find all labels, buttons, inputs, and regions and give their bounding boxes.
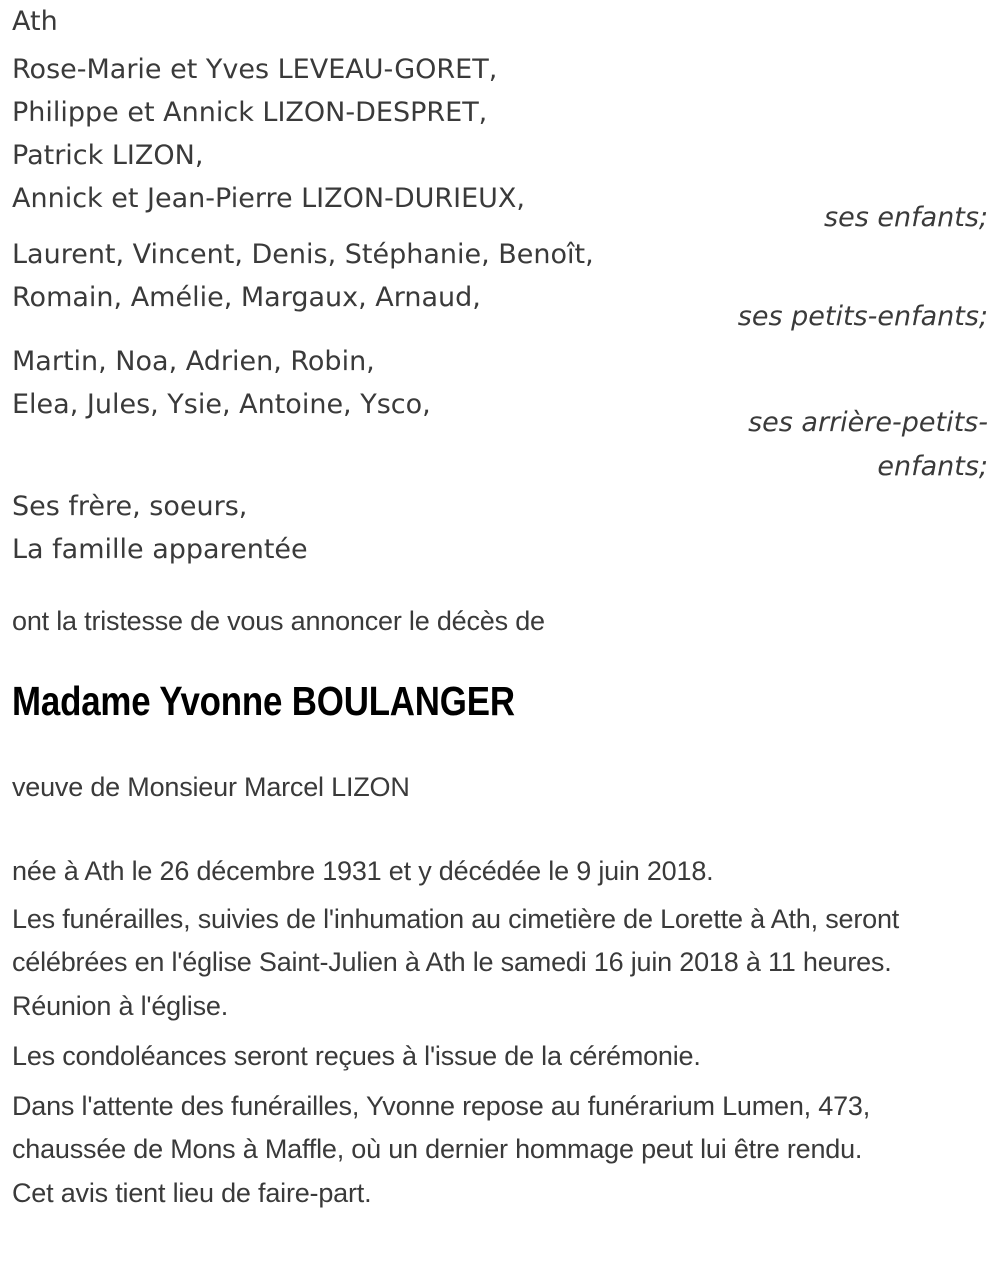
family-member-line: Ses frère, soeurs, bbox=[12, 491, 248, 522]
role-label-children: ses enfants; bbox=[824, 202, 988, 233]
funeral-ceremony-paragraph: Les funérailles, suivies de l'inhumation au cimetière de Lorette à Ath, seront célébrées en l'église Saint-Julien à Ath le samedi 16 juin 2018 à 11 heures. bbox=[12, 904, 900, 977]
city: Ath bbox=[12, 6, 58, 37]
faire-part-line: Cet avis tient lieu de faire-part. bbox=[12, 1178, 372, 1208]
funerarium-paragraph: Dans l'attente des funérailles, Yvonne repose au funérarium Lumen, 473, chaussée de Mons à Maffle, où un dernier hommage peut lui être rendu. bbox=[12, 1091, 871, 1164]
church-meeting-line: Réunion à l'église. bbox=[12, 991, 228, 1021]
family-group-other bbox=[12, 485, 988, 571]
announcement-body-section bbox=[12, 600, 988, 1215]
family-member-line: La famille apparentée bbox=[12, 534, 308, 565]
family-member-line: Annick et Jean-Pierre LIZON-DURIEUX, bbox=[12, 183, 526, 214]
family-member-line: Philippe et Annick LIZON-DESPRET, bbox=[12, 97, 488, 128]
relation-line: veuve de Monsieur Marcel LIZON bbox=[12, 772, 410, 802]
family-member-line: Romain, Amélie, Margaux, Arnaud, bbox=[12, 282, 481, 313]
family-member-line: Patrick LIZON, bbox=[12, 140, 204, 171]
family-names-section bbox=[12, 0, 988, 571]
family-member-line: Rose-Marie et Yves LEVEAU-GORET, bbox=[12, 54, 498, 85]
family-group-grandchildren bbox=[12, 233, 988, 332]
family-group-children bbox=[12, 48, 988, 233]
family-member-line: Laurent, Vincent, Denis, Stéphanie, Benoît, bbox=[12, 239, 594, 270]
family-member-line: Elea, Jules, Ysie, Antoine, Ysco, bbox=[12, 389, 431, 420]
role-label-grandchildren: ses petits-enfants; bbox=[737, 301, 988, 332]
birth-death-line: née à Ath le 26 décembre 1931 et y décédée le 9 juin 2018. bbox=[12, 856, 714, 886]
role-label-great-grandchildren: ses arrière-petits-enfants; bbox=[748, 407, 988, 482]
family-group-great-grandchildren bbox=[12, 340, 988, 489]
family-member-line: Martin, Noa, Adrien, Robin, bbox=[12, 346, 375, 377]
intro-line: ont la tristesse de vous annoncer le décès de bbox=[12, 606, 545, 636]
condolences-line: Les condoléances seront reçues à l'issue de la cérémonie. bbox=[12, 1041, 701, 1071]
deceased-name-heading: Madame Yvonne BOULANGER bbox=[12, 678, 515, 724]
